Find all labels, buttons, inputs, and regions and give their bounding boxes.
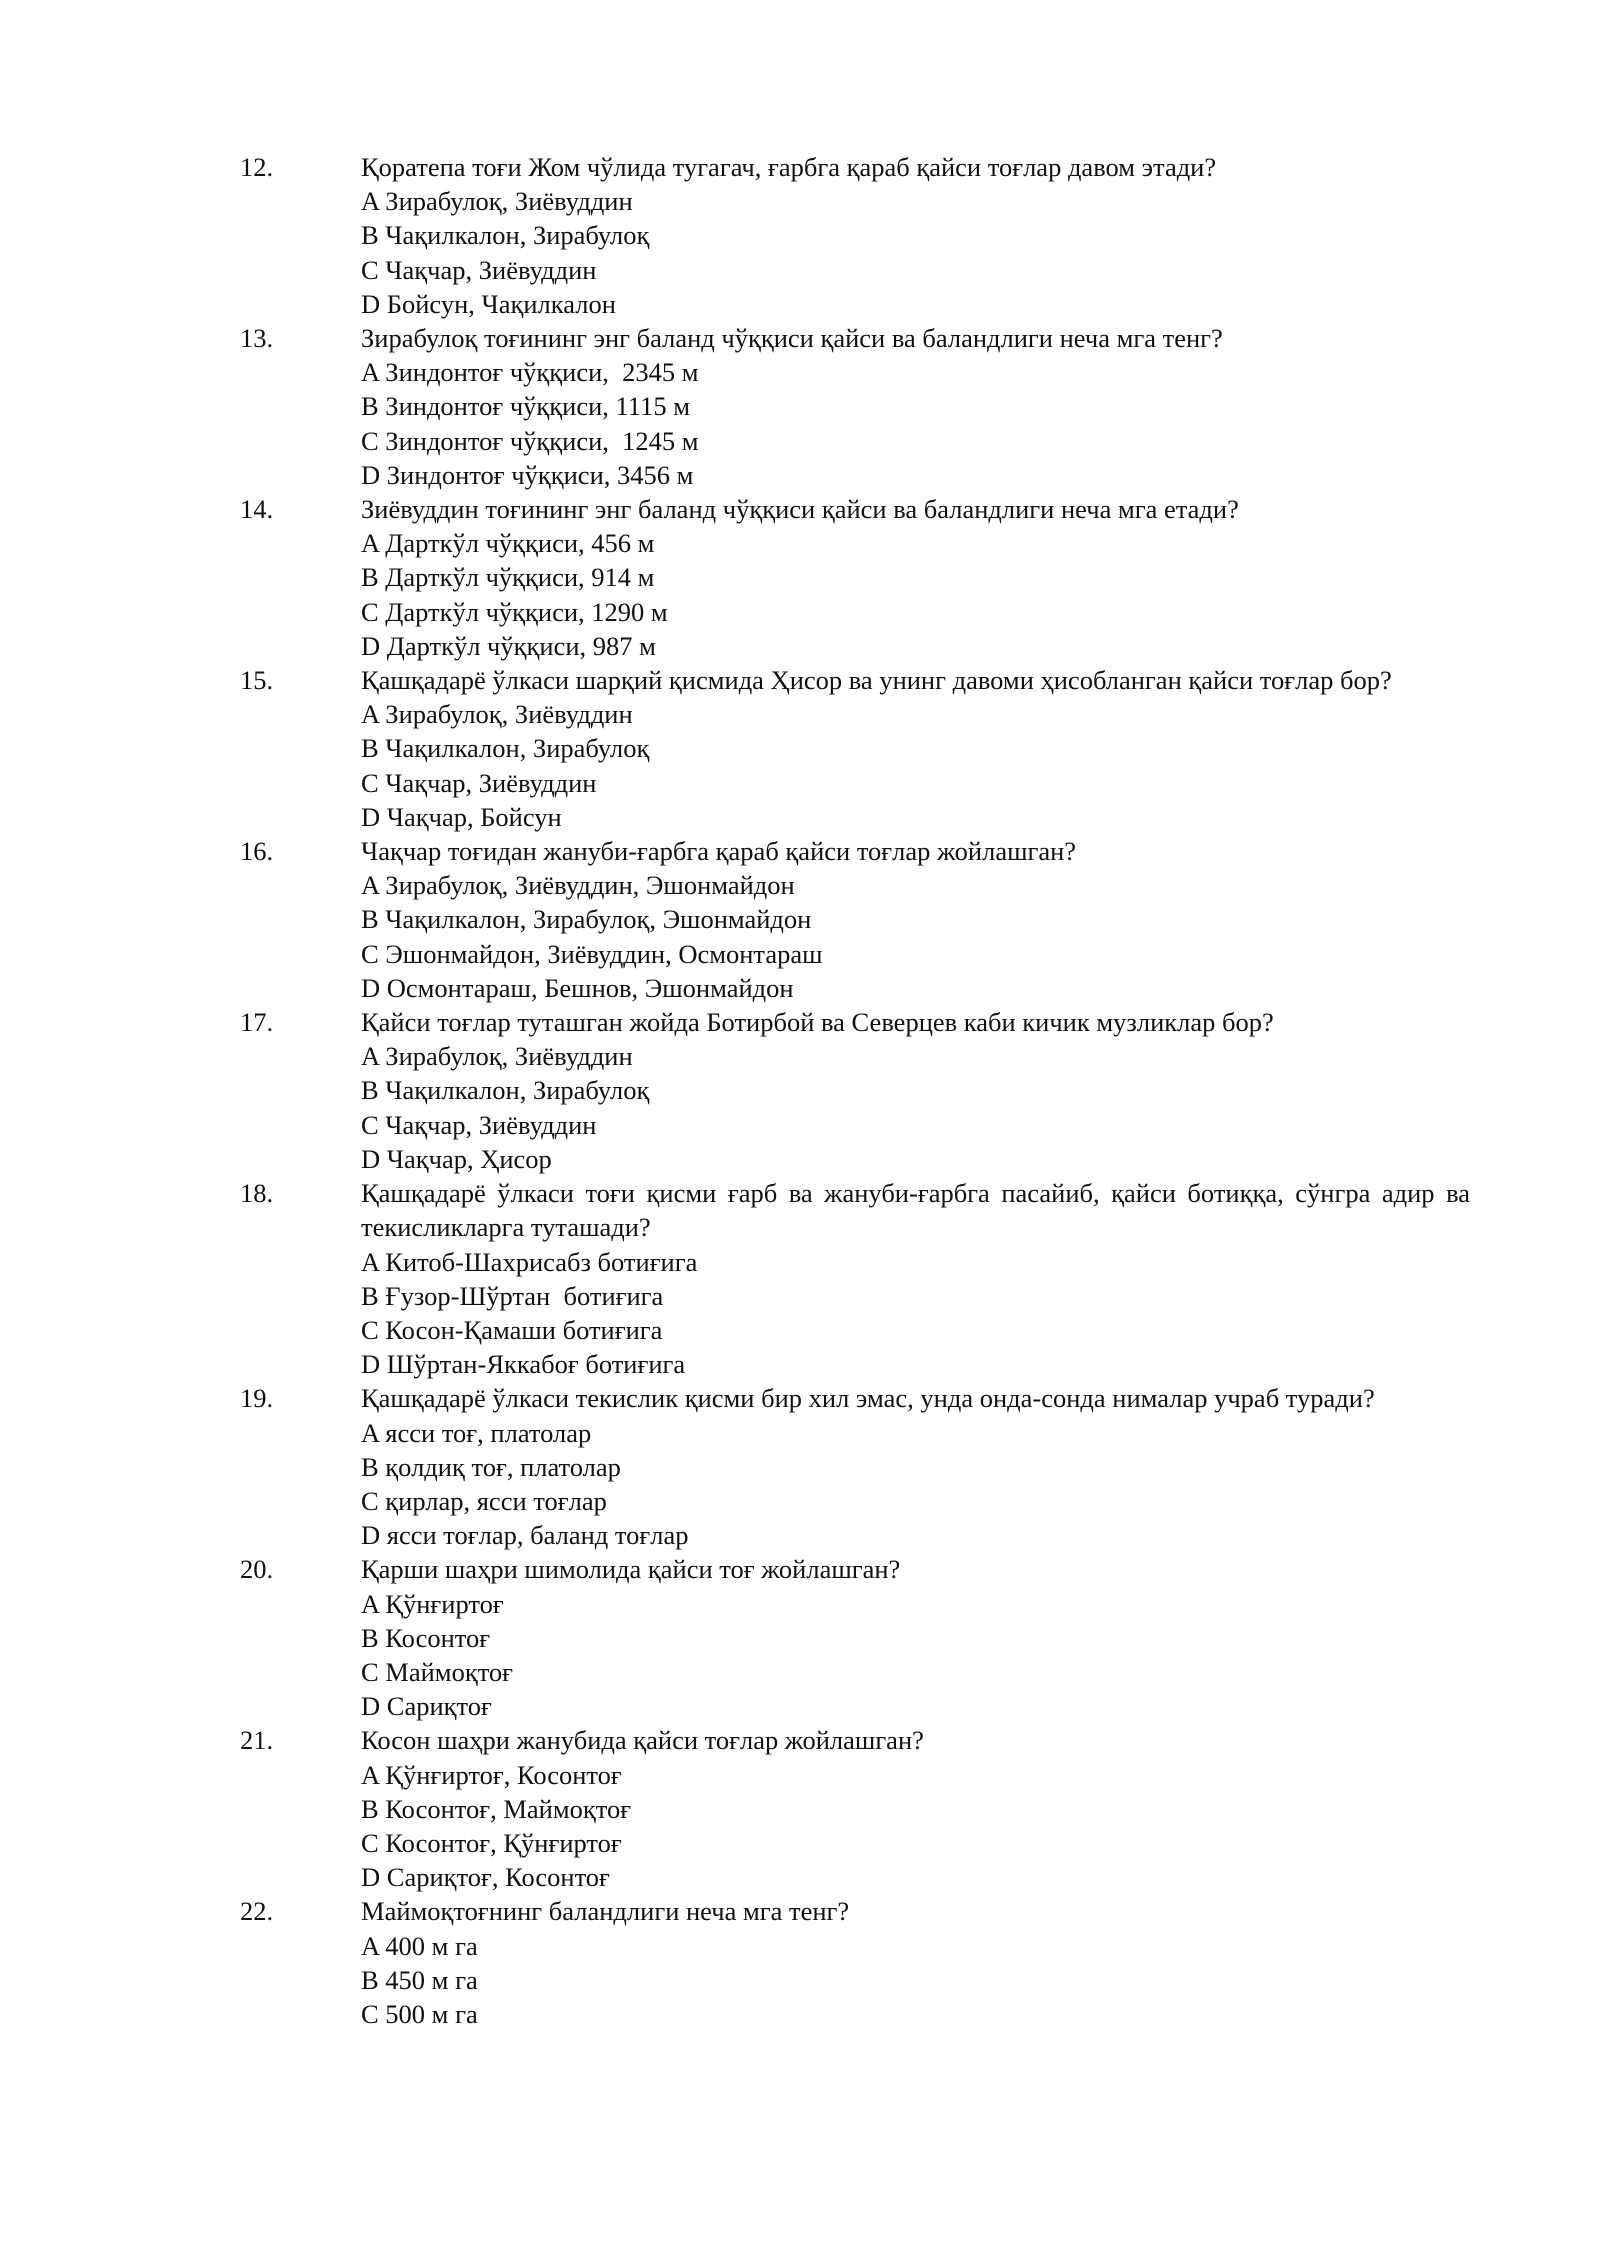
question-number: 13. bbox=[240, 323, 274, 354]
question-body bbox=[361, 1894, 1470, 2031]
answer-option: D Сариқтоғ bbox=[361, 1691, 492, 1722]
answer-option: C қирлар, ясси тоғлар bbox=[361, 1485, 607, 1516]
answer-option: A 400 м га bbox=[361, 1930, 478, 1961]
answer-option: A Зирабулоқ, Зиёвуддин bbox=[361, 1041, 633, 1072]
answer-option: C 500 м га bbox=[361, 1998, 478, 2029]
answer-option: A Зирабулоқ, Зиёвуддин bbox=[361, 186, 633, 217]
question-number: 19. bbox=[240, 1383, 274, 1414]
question-text: Зиёвуддин тоғининг энг баланд чўққиси қайси ва баландлиги неча мга етади? bbox=[361, 494, 1239, 525]
question-item bbox=[240, 1552, 1470, 1723]
answer-option: B Зиндонтоғ чўққиси, 1115 м bbox=[361, 391, 690, 422]
answer-option: C Маймоқтоғ bbox=[361, 1656, 514, 1687]
question-body bbox=[361, 663, 1470, 834]
question-item bbox=[240, 321, 1470, 492]
answer-option: B Косонтоғ bbox=[361, 1622, 491, 1653]
question-text: Қайси тоғлар туташган жойда Ботирбой ва Северцев каби кичик музликлар бор? bbox=[361, 1007, 1274, 1038]
question-item bbox=[240, 1381, 1470, 1552]
question-item bbox=[240, 1894, 1470, 2031]
question-body bbox=[361, 150, 1470, 321]
question-body bbox=[361, 834, 1470, 1005]
question-number: 20. bbox=[240, 1554, 274, 1585]
answer-option: D Дарткўл чўққиси, 987 м bbox=[361, 630, 656, 661]
answer-option: A Зирабулоқ, Зиёвуддин bbox=[361, 699, 633, 730]
answer-option: A Китоб-Шахрисабз ботиғига bbox=[361, 1246, 698, 1277]
answer-option: B қолдиқ тоғ, платолар bbox=[361, 1451, 621, 1482]
answer-option: B Ғузор-Шўртан ботиғига bbox=[361, 1280, 664, 1311]
answer-option: B Дарткўл чўққиси, 914 м bbox=[361, 562, 655, 593]
question-number: 16. bbox=[240, 836, 274, 867]
answer-option: A Зирабулоқ, Зиёвуддин, Эшонмайдон bbox=[361, 870, 795, 901]
question-body bbox=[361, 492, 1470, 663]
question-body bbox=[361, 1723, 1470, 1894]
question-item bbox=[240, 1005, 1470, 1176]
answer-option: B 450 м га bbox=[361, 1964, 478, 1995]
question-body bbox=[361, 1552, 1470, 1723]
answer-option: C Чақчар, Зиёвуддин bbox=[361, 1109, 597, 1140]
question-body bbox=[361, 1176, 1470, 1381]
answer-option: C Дарткўл чўққиси, 1290 м bbox=[361, 596, 668, 627]
question-number: 22. bbox=[240, 1896, 274, 1927]
question-number: 14. bbox=[240, 494, 274, 525]
question-text: Зирабулоқ тоғининг энг баланд чўққиси қайси ва баландлиги неча мга тенг? bbox=[361, 323, 1223, 354]
answer-option: C Зиндонтоғ чўққиси, 1245 м bbox=[361, 425, 699, 456]
question-item bbox=[240, 1723, 1470, 1894]
answer-option: D Зиндонтоғ чўққиси, 3456 м bbox=[361, 459, 694, 490]
answer-option: C Чақчар, Зиёвуддин bbox=[361, 767, 597, 798]
question-number: 21. bbox=[240, 1725, 274, 1756]
question-text: Маймоқтоғнинг баландлиги неча мга тенг? bbox=[361, 1896, 850, 1927]
question-list bbox=[240, 150, 1470, 2031]
question-text: Қоратепа тоғи Жом чўлида тугагач, ғарбга қараб қайси тоғлар давом этади? bbox=[361, 152, 1217, 182]
question-number: 17. bbox=[240, 1007, 274, 1038]
answer-option: A Дарткўл чўққиси, 456 м bbox=[361, 528, 655, 559]
answer-option: B Чақилкалон, Зирабулоқ bbox=[361, 220, 650, 251]
question-text: Қашқадарё ўлкаси текислик қисми бир хил эмас, унда онда-сонда нималар учраб туради? bbox=[361, 1383, 1375, 1414]
question-number: 15. bbox=[240, 665, 274, 696]
answer-option: D Чақчар, Бойсун bbox=[361, 801, 562, 832]
question-item bbox=[240, 150, 1470, 321]
answer-option: C Чақчар, Зиёвуддин bbox=[361, 254, 597, 285]
question-text: Косон шаҳри жанубида қайси тоғлар жойлашган? bbox=[361, 1725, 924, 1756]
answer-option: D Шўртан-Яккабоғ ботиғига bbox=[361, 1349, 686, 1380]
question-body bbox=[361, 1005, 1470, 1176]
answer-option: C Косонтоғ, Қўнғиртоғ bbox=[361, 1827, 622, 1858]
answer-option: B Чақилкалон, Зирабулоқ, Эшонмайдон bbox=[361, 904, 812, 935]
question-text: Қашқадарё ўлкаси тоғи қисми ғарб ва жануби-ғарбга пасайиб, қайси ботиққа, сўнгра адир ва текисликларга туташади? bbox=[361, 1178, 1470, 1243]
answer-option: D Бойсун, Чақилкалон bbox=[361, 288, 616, 319]
question-number: 18. bbox=[240, 1178, 274, 1209]
answer-option: A Зиндонтоғ чўққиси, 2345 м bbox=[361, 357, 699, 388]
answer-option: A Қўнғиртоғ bbox=[361, 1588, 504, 1619]
answer-option: B Косонтоғ, Маймоқтоғ bbox=[361, 1793, 632, 1824]
answer-option: A Қўнғиртоғ, Косонтоғ bbox=[361, 1759, 622, 1790]
answer-option: D Осмонтараш, Бешнов, Эшонмайдон bbox=[361, 972, 794, 1003]
answer-option: C Косон-Қамаши ботиғига bbox=[361, 1314, 663, 1345]
question-item bbox=[240, 492, 1470, 663]
answer-option: B Чақилкалон, Зирабулоқ bbox=[361, 733, 650, 764]
question-body bbox=[361, 321, 1470, 492]
answer-option: D Чақчар, Ҳисор bbox=[361, 1143, 552, 1174]
answer-option: C Эшонмайдон, Зиёвуддин, Осмонтараш bbox=[361, 938, 823, 969]
question-text: Қарши шаҳри шимолида қайси тоғ жойлашган? bbox=[361, 1554, 901, 1585]
question-item bbox=[240, 663, 1470, 834]
question-text: Қашқадарё ўлкаси шарқий қисмида Ҳисор ва унинг давоми ҳисобланган қайси тоғлар бор? bbox=[361, 665, 1392, 696]
question-number: 12. bbox=[240, 152, 274, 182]
question-body bbox=[361, 1381, 1470, 1552]
answer-option: D ясси тоғлар, баланд тоғлар bbox=[361, 1520, 689, 1551]
question-item bbox=[240, 1176, 1470, 1381]
question-text: Чақчар тоғидан жануби-ғарбга қараб қайси тоғлар жойлашган? bbox=[361, 836, 1077, 867]
answer-option: A ясси тоғ, платолар bbox=[361, 1417, 592, 1448]
answer-option: D Сариқтоғ, Косонтоғ bbox=[361, 1862, 610, 1893]
answer-option: B Чақилкалон, Зирабулоқ bbox=[361, 1075, 650, 1106]
question-item bbox=[240, 834, 1470, 1005]
